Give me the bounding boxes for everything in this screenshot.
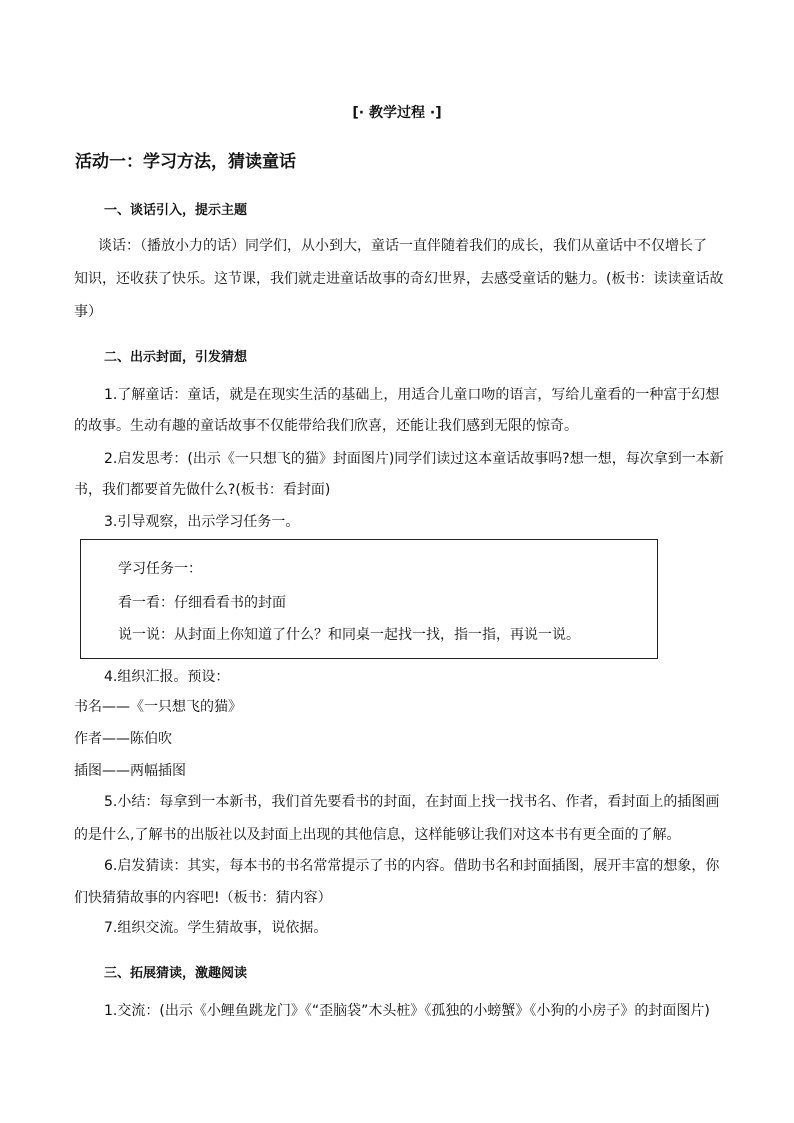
- paragraph-line: 1.了解童话：童话，就是在现实生活的基础上，用适合儿童口吻的语言，写给儿童看的一种富于幻想: [104, 387, 720, 403]
- paragraph-line: 谈话：（播放小力的话）同学们，从小到大，童话一直伴随着我们的成长，我们从童话中不仅增长了: [98, 238, 707, 254]
- paragraph-line: 1.交流：(出示《小鲤鱼跳龙门》《“歪脑袋”木头桩》《孤独的小螃蟹》《小狗的小房子》的封面图片): [104, 1003, 710, 1019]
- task-title: 学习任务一：: [118, 561, 202, 577]
- paragraph-line: 的是什么,了解书的出版社以及封面上出现的其他信息，这样能够让我们对这本书有更全面的了解。: [74, 827, 681, 843]
- task-look: 看一看：仔细看看书的封面: [118, 595, 286, 611]
- learning-task-box: [80, 539, 658, 659]
- paragraph-line: 5.小结：每拿到一本新书，我们首先要看书的封面，在封面上找一找书名、作者，看封面上的插图画: [104, 794, 720, 810]
- task-say: 说一说：从封面上你知道了什么？和同桌一起找一找，指一指，再说一说。: [118, 627, 580, 643]
- section2-heading: 二、出示封面，引发猜想: [104, 350, 248, 365]
- paragraph-line: 的故事。生动有趣的童话故事不仅能带给我们欣喜，还能让我们感到无限的惊奇。: [74, 418, 578, 434]
- paragraph-line: 事）: [74, 304, 102, 320]
- section3-heading: 三、拓展猜读，激趣阅读: [104, 966, 248, 981]
- paragraph-line: 知识，还收获了快乐。这节课，我们就走进童话故事的奇幻世界，去感受童话的魅力。(板书：读读童话故: [74, 271, 724, 287]
- book-name-line: 书名——《一只想飞的猫》: [74, 699, 242, 715]
- paragraph-line: 们快猜猜故事的内容吧!（板书：猜内容）: [74, 890, 332, 906]
- section-title: [· 教学过程 ·]: [352, 105, 442, 121]
- activity-heading: 活动一：学习方法，猜读童话: [75, 152, 296, 172]
- paragraph-line: 6.启发猜读：其实，每本书的书名常常提示了书的内容。借助书名和封面插图，展开丰富的想象，你: [104, 858, 720, 874]
- paragraph-line: 2.启发思考：(出示《一只想飞的猫》封面图片)同学们读过这本童话故事吗?想一想，每次拿到一本新: [104, 451, 724, 467]
- paragraph-line: 7.组织交流。学生猜故事，说依据。: [104, 920, 328, 936]
- paragraph-line: 书，我们都要首先做什么?(板书：看封面): [74, 482, 331, 498]
- illustration-line: 插图——两幅插图: [74, 763, 186, 779]
- author-line: 作者——陈伯吹: [74, 731, 172, 747]
- paragraph-line: 3.引导观察，出示学习任务一。: [104, 514, 300, 530]
- section1-heading: 一、谈话引入，提示主题: [104, 203, 248, 218]
- paragraph-line: 4.组织汇报。预设：: [104, 669, 230, 685]
